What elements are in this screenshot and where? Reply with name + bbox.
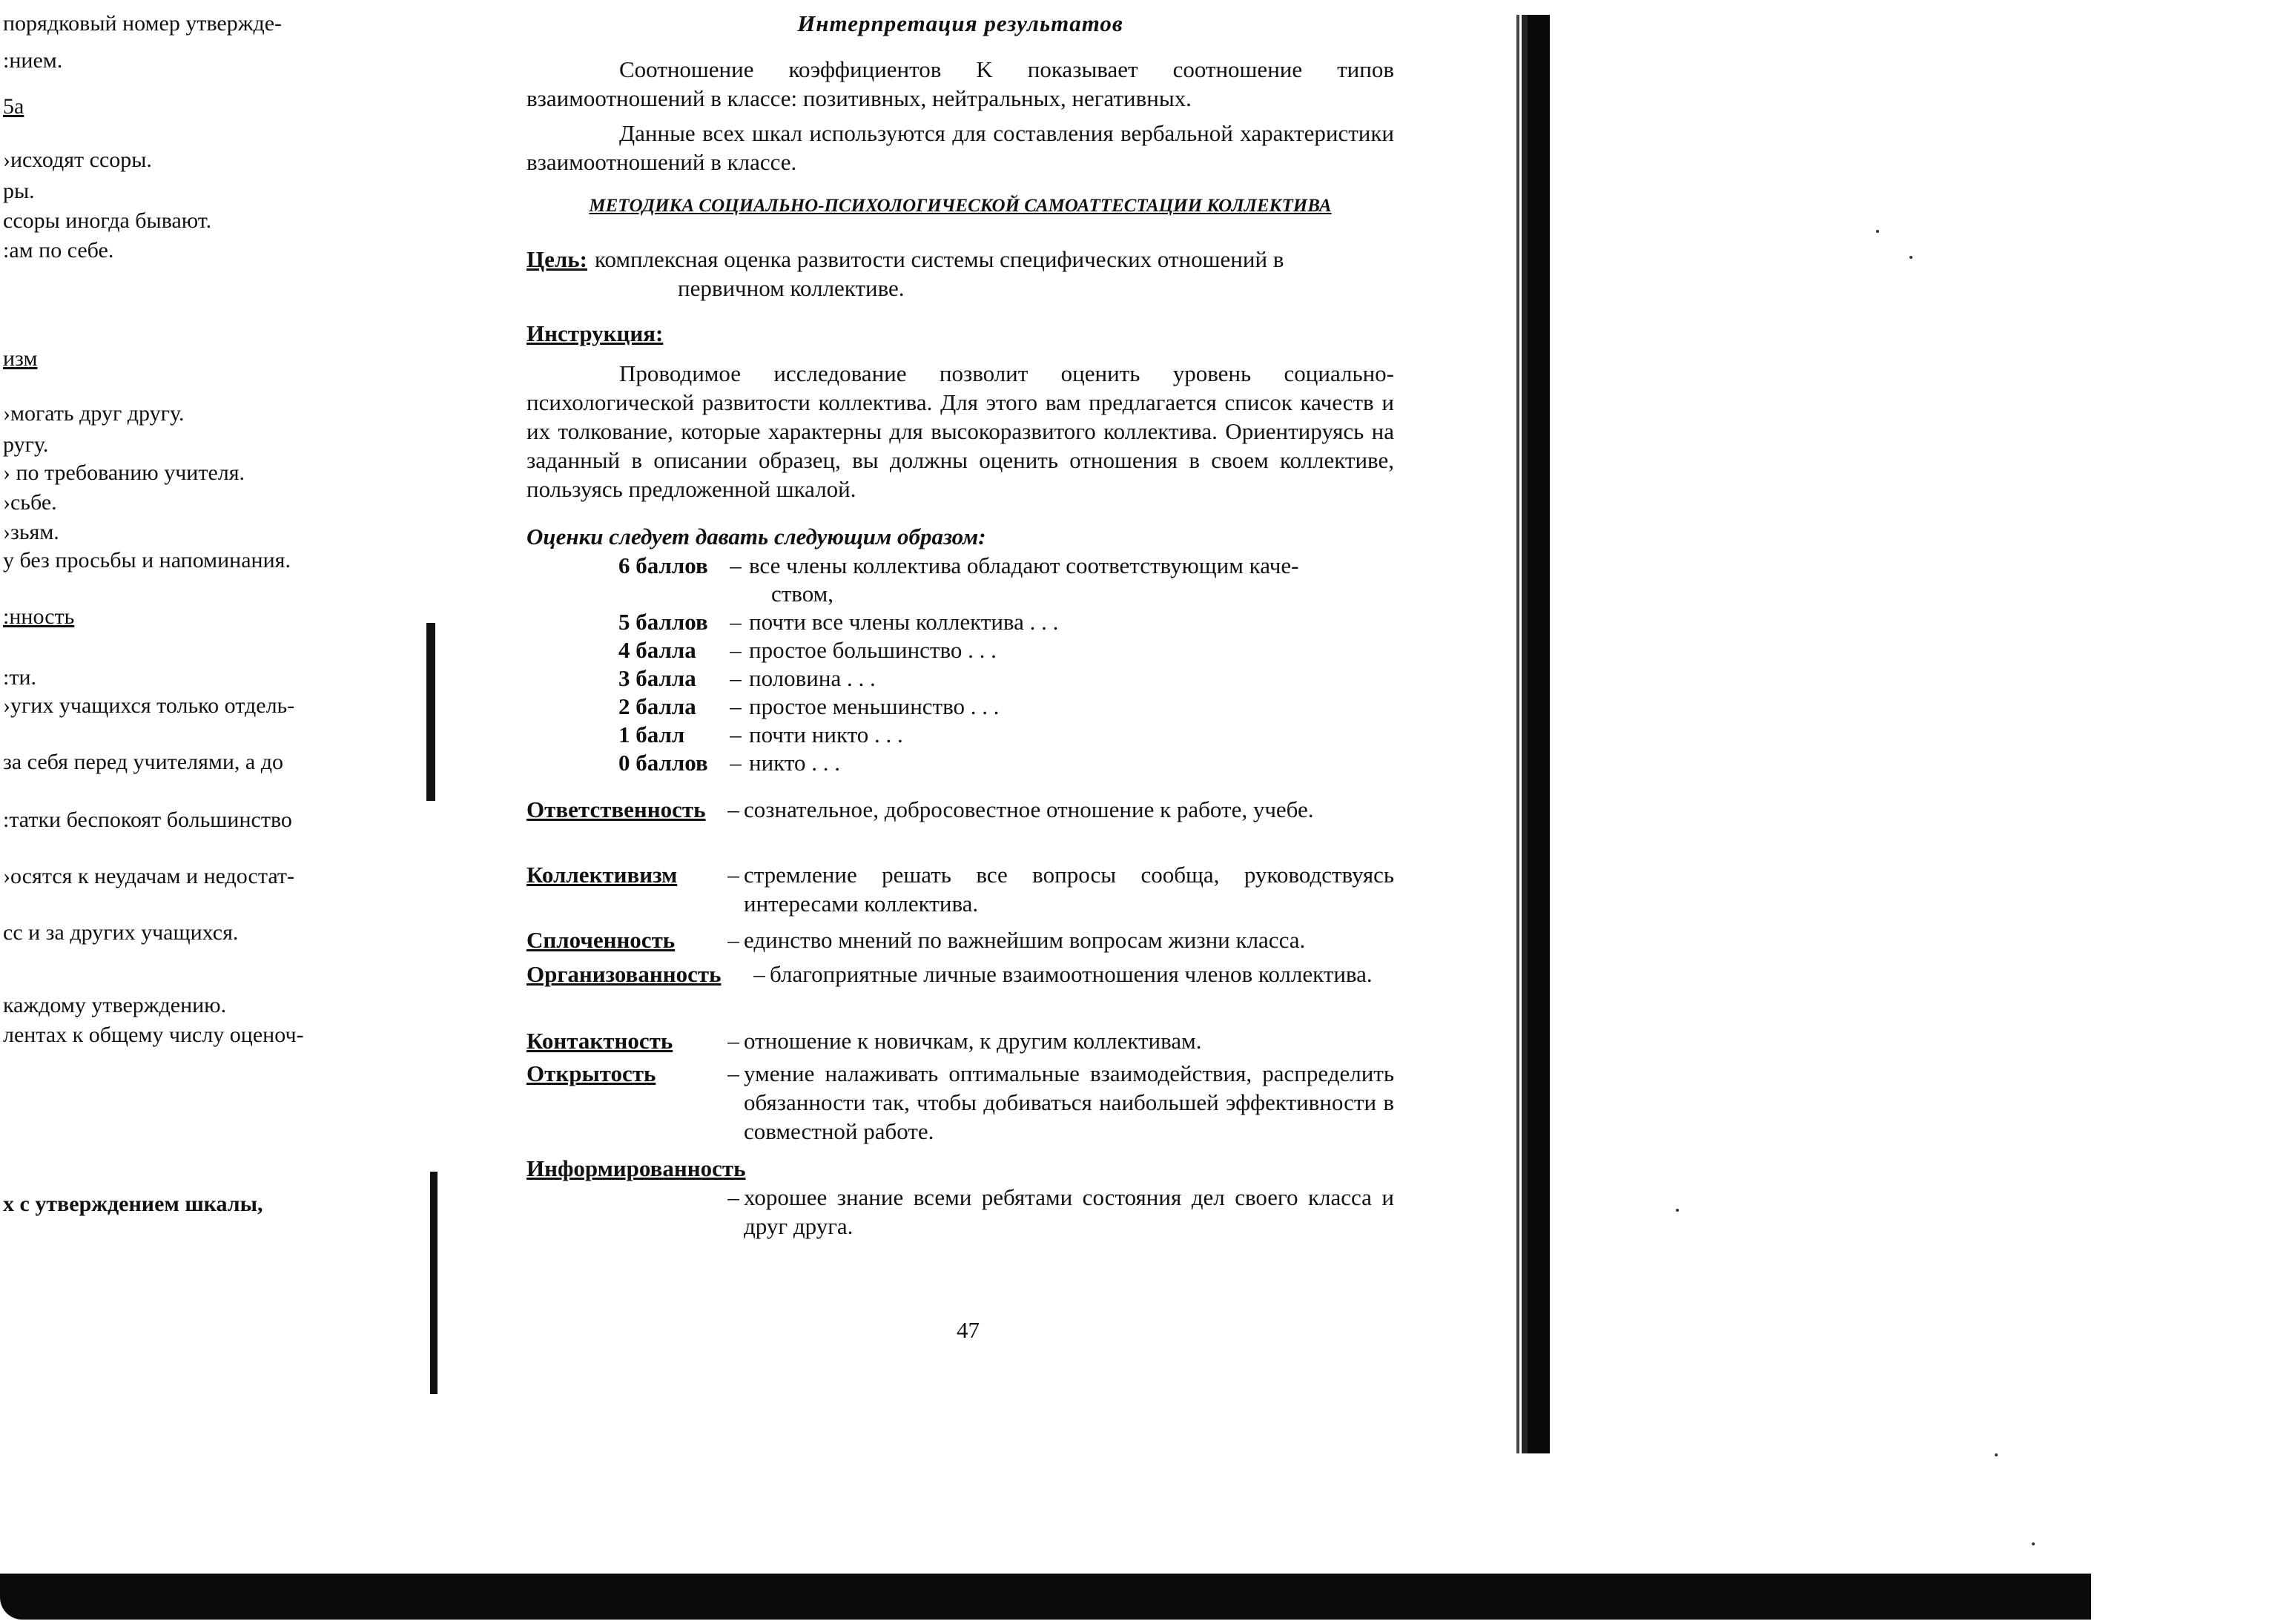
- definition-row: [526, 795, 1394, 824]
- left-text-line: :нием.: [3, 48, 63, 73]
- left-text-line: у без просьбы и напоминания.: [3, 548, 291, 572]
- goal-row: [526, 245, 1394, 303]
- definition-dash: –: [727, 1028, 739, 1054]
- score-row: [618, 693, 1382, 721]
- definition-body: [526, 1183, 1394, 1241]
- definition-dash: –: [727, 1060, 739, 1086]
- left-text-line: ›зьям.: [3, 520, 59, 544]
- score-text: почти никто . . .: [749, 722, 903, 747]
- definition-term: Организованность: [526, 961, 722, 987]
- definition-text: благоприятные личные взаимоотношения членов коллектива.: [770, 961, 1373, 987]
- left-section-label: изм: [3, 346, 38, 371]
- left-text-line: сс и за других учащихся.: [3, 920, 239, 945]
- definition-dash: –: [727, 1184, 739, 1210]
- left-text-line: лентах к общему числу оценоч-: [3, 1023, 304, 1047]
- left-text-line: ›угих учащихся только отдель-: [3, 693, 295, 718]
- score-row: [618, 608, 1382, 636]
- scan-speck: [2032, 1542, 2035, 1545]
- score-dash: –: [730, 637, 742, 663]
- left-text-line: :татки беспокоят большинство: [3, 808, 292, 832]
- score-dash: –: [730, 722, 742, 747]
- scores-heading: Оценки следует давать следующим образом:: [526, 524, 986, 549]
- left-text-line: ругу.: [3, 432, 49, 457]
- scan-speck: [1995, 1453, 1998, 1456]
- score-text: почти все члены коллектива . . .: [749, 609, 1059, 635]
- score-label: 4 балла: [618, 637, 696, 663]
- definition-row: [526, 860, 1394, 918]
- left-text-line: ›могать друг другу.: [3, 401, 185, 426]
- score-dash: –: [730, 750, 742, 776]
- left-text-line: :ти.: [3, 665, 36, 690]
- page-heading: Интерпретация результатов: [797, 10, 1123, 36]
- scan-speck: [1676, 1209, 1679, 1212]
- definition-term: Ответственность: [526, 796, 706, 822]
- left-section-label: 5а: [3, 94, 24, 119]
- score-text: половина . . .: [749, 665, 876, 691]
- definition-dash: –: [727, 862, 739, 888]
- left-text-line: каждому утверждению.: [3, 993, 227, 1017]
- definition-term: Коллективизм: [526, 862, 678, 888]
- definition-row: [526, 960, 1394, 988]
- scan-bottom-shadow: [0, 1574, 2091, 1620]
- definition-text: стремление решать все вопросы сообща, руководствуясь интересами коллектива.: [744, 862, 1394, 917]
- goal-text-line-2: первичном коллективе.: [677, 275, 905, 301]
- definition-row: [526, 925, 1394, 954]
- definition-text: умение налаживать оптимальные взаимодействия, распределить обязанности так, чтобы добиваться наибольшей эффективности в совместной работе.: [744, 1060, 1394, 1144]
- score-text-continuation: ством,: [771, 581, 834, 607]
- score-text: [749, 552, 1382, 608]
- score-row: [618, 721, 1382, 749]
- definition-text: сознательное, добросовестное отношение к работе, учебе.: [744, 796, 1314, 822]
- definition-row: [526, 1154, 1394, 1241]
- score-dash: –: [730, 552, 742, 578]
- definition-term: Контактность: [526, 1028, 673, 1054]
- interpretation-paragraph-2: Данные всех шкал используются для составления вербальной характеристики взаимоотношений в классе.: [526, 120, 1394, 175]
- left-text-line: ›осятся к неудачам и недостат-: [3, 864, 294, 888]
- page-number: 47: [957, 1317, 980, 1343]
- scan-speck: [1876, 230, 1879, 233]
- scan-gutter-mark: [430, 1172, 438, 1394]
- left-text-line: ссоры иногда бывают.: [3, 208, 212, 233]
- method-title: МЕТОДИКА СОЦИАЛЬНО-ПСИХОЛОГИЧЕСКОЙ САМОАТТЕСТАЦИИ КОЛЛЕКТИВА: [589, 196, 1332, 216]
- score-label: 5 баллов: [618, 609, 708, 635]
- scan-binding-shadow: [1522, 15, 1550, 1453]
- left-section-label: :нность: [3, 604, 75, 629]
- scan-speck: [1909, 256, 1912, 259]
- left-text-line: порядковый номер утвержде-: [3, 11, 283, 36]
- definition-text: отношение к новичкам, к другим коллективам.: [744, 1028, 1202, 1054]
- definition-text: хорошее знание всеми ребятами состояния дел своего класса и друг друга.: [744, 1184, 1394, 1239]
- definition-term: Информированность: [526, 1155, 746, 1181]
- left-text-line: ры.: [3, 179, 35, 203]
- definition-dash: –: [727, 927, 739, 953]
- definition-term: Открытость: [526, 1060, 656, 1086]
- score-row: [618, 636, 1382, 664]
- left-text-line: за себя перед учителями, а до: [3, 750, 283, 774]
- score-dash: –: [730, 693, 742, 719]
- score-label: 2 балла: [618, 693, 696, 719]
- goal-text-line-1: комплексная оценка развитости системы специфических отношений в: [594, 246, 1284, 272]
- definition-dash: –: [727, 796, 739, 822]
- score-row: [618, 664, 1382, 693]
- score-label: 0 баллов: [618, 750, 708, 776]
- score-dash: –: [730, 665, 742, 691]
- left-text-line: › по требованию учителя.: [3, 461, 245, 485]
- instruction-label: Инструкция:: [526, 320, 664, 346]
- score-label: 3 балла: [618, 665, 696, 691]
- score-dash: –: [730, 609, 742, 635]
- score-label: 1 балл: [618, 722, 685, 747]
- scan-gutter-mark: [426, 623, 435, 801]
- score-text: простое меньшинство . . .: [749, 693, 1000, 719]
- instruction-paragraph: Проводимое исследование позволит оценить уровень социально-психологической развитости коллектива. Для этого вам предлагается список качеств и их толкование, которые характерны для высокоразвитого коллектива. Ориентируясь на заданный в описании образец, вы должны оценить отношения в своем коллективе, пользуясь предложенной шкалой.: [526, 360, 1394, 502]
- scan-binding-edge: [1516, 15, 1519, 1453]
- definition-dash: –: [753, 961, 765, 987]
- left-text-line: х с утверждением шкалы,: [3, 1192, 263, 1216]
- definition-row: [526, 1026, 1394, 1055]
- score-row: [618, 749, 1382, 777]
- score-label: 6 баллов: [618, 552, 708, 578]
- goal-text: [595, 245, 1394, 303]
- left-text-line: ›сьбе.: [3, 490, 57, 515]
- left-text-line: :ам по себе.: [3, 238, 114, 263]
- definition-row: [526, 1059, 1394, 1146]
- score-text: простое большинство . . .: [749, 637, 997, 663]
- score-text-line: все члены коллектива обладают соответствующим каче-: [749, 552, 1299, 578]
- left-text-line: ›исходят ссоры.: [3, 148, 152, 172]
- definition-text: единство мнений по важнейшим вопросам жизни класса.: [744, 927, 1306, 953]
- score-row: [618, 552, 1382, 608]
- definition-term: Сплоченность: [526, 927, 676, 953]
- scores-list: [618, 552, 1382, 777]
- score-text: никто . . .: [749, 750, 840, 776]
- goal-label: Цель:: [526, 246, 587, 272]
- interpretation-paragraph-1: Соотношение коэффициентов K показывает соотношение типов взаимоотношений в классе: позитивных, нейтральных, негативных.: [526, 56, 1394, 111]
